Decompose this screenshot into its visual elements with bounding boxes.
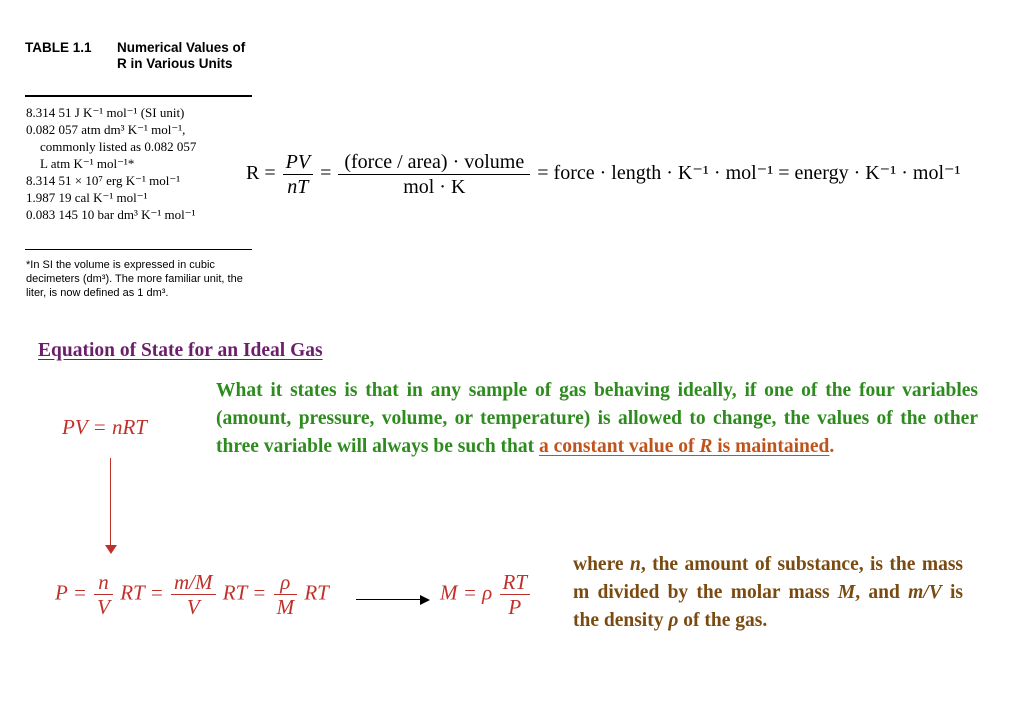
table-row: 8.314 51 J K⁻¹ mol⁻¹ (SI unit) [26, 105, 185, 120]
table-row: 0.083 145 10 bar dm³ K⁻¹ mol⁻¹ [26, 207, 196, 222]
molar-mass-equation [440, 570, 532, 619]
table-row: 0.082 057 atm dm³ K⁻¹ mol⁻¹, [26, 122, 186, 137]
fraction-denominator: M [276, 595, 295, 619]
pv-over-nt-fraction [283, 150, 313, 199]
rt-over-p-fraction [500, 570, 531, 619]
eq-r-rhs: = force · length · K⁻¹ · mol⁻¹ = energy · K⁻¹ · mol⁻¹ [537, 162, 961, 185]
variable-n: n [629, 554, 641, 575]
definition-text: , the amount of substance, is the mass m divided by the molar mass [573, 554, 963, 603]
eq-m-lhs: M = ρ [440, 580, 493, 605]
definition-text: of the gas. [678, 610, 768, 631]
table-row: 1.987 19 cal K⁻¹ mol⁻¹ [26, 190, 148, 205]
table-row: L atm K⁻¹ mol⁻¹* [40, 156, 135, 171]
variable-definitions [573, 551, 963, 635]
fraction-denominator: V [186, 595, 200, 619]
table-body [26, 104, 196, 223]
highlight-variable: R [699, 436, 713, 457]
eq-p-term: RT = [120, 580, 164, 605]
definition-text: where [573, 554, 630, 575]
right-arrow-line [356, 599, 422, 600]
n-over-v-fraction [94, 570, 113, 619]
right-arrow-icon [420, 595, 430, 605]
variable-m-over-v: m/V [908, 582, 942, 603]
fraction-numerator: n [94, 570, 113, 595]
fraction-numerator: PV [283, 150, 313, 175]
paragraph-period: . [829, 436, 835, 457]
ideal-gas-law-text: PV = nRT [62, 415, 147, 439]
ideal-gas-law [62, 415, 147, 440]
table-number: TABLE 1.1 [25, 40, 92, 55]
fraction-denominator: V [97, 595, 110, 619]
fraction-numerator: RT [500, 570, 531, 595]
fraction-numerator: (force / area) · volume [338, 150, 530, 175]
eq-p-term: RT = [222, 580, 267, 605]
definition-text: , and [855, 582, 909, 603]
m-over-mv-fraction [171, 570, 216, 619]
fraction-numerator: ρ [274, 570, 298, 595]
fraction-denominator: nT [287, 176, 309, 198]
paragraph-text: What it states is that in any sample of gas behaving ideally, if one of the four variables (amount, pressure, volume, or temperature) is allowed to change, the values of the other three variable will always be such that [216, 380, 978, 457]
fraction-denominator: P [508, 595, 522, 619]
rho-over-m-fraction [274, 570, 298, 619]
down-arrow-icon [105, 545, 117, 554]
definition-text: is the density [573, 582, 963, 631]
highlight-text: is maintained [712, 436, 830, 457]
table-footnote: *In SI the volume is expressed in cubic decimeters (dm³). The more familiar unit, the liter, is now defined as 1 dm³. [26, 259, 243, 299]
eq-p-lhs: P = [55, 580, 87, 605]
table-title: Numerical Values of R in Various Units [117, 40, 246, 71]
pressure-equation [55, 570, 329, 619]
fraction-denominator: mol · K [403, 176, 466, 198]
force-area-fraction [338, 150, 530, 199]
section-heading: Equation of State for an Ideal Gas [38, 340, 323, 361]
gas-constant-equation [246, 150, 961, 199]
table-row: commonly listed as 0.082 057 [40, 139, 197, 154]
table-row: 8.314 51 × 10⁷ erg K⁻¹ mol⁻¹ [26, 173, 181, 188]
equals-sign: = [320, 162, 332, 185]
table-top-rule [25, 95, 252, 97]
variable-rho: ρ [668, 610, 679, 631]
ideal-gas-explanation [216, 377, 978, 461]
highlight-text: a constant value of [539, 436, 700, 457]
eq-p-term: RT [304, 580, 329, 605]
eq-r-lhs: R = [246, 162, 276, 185]
highlighted-phrase [539, 436, 829, 457]
variable-m: M [837, 582, 856, 603]
down-arrow-line [110, 458, 111, 548]
fraction-numerator: m/M [171, 570, 216, 595]
table-bottom-rule [25, 249, 252, 250]
